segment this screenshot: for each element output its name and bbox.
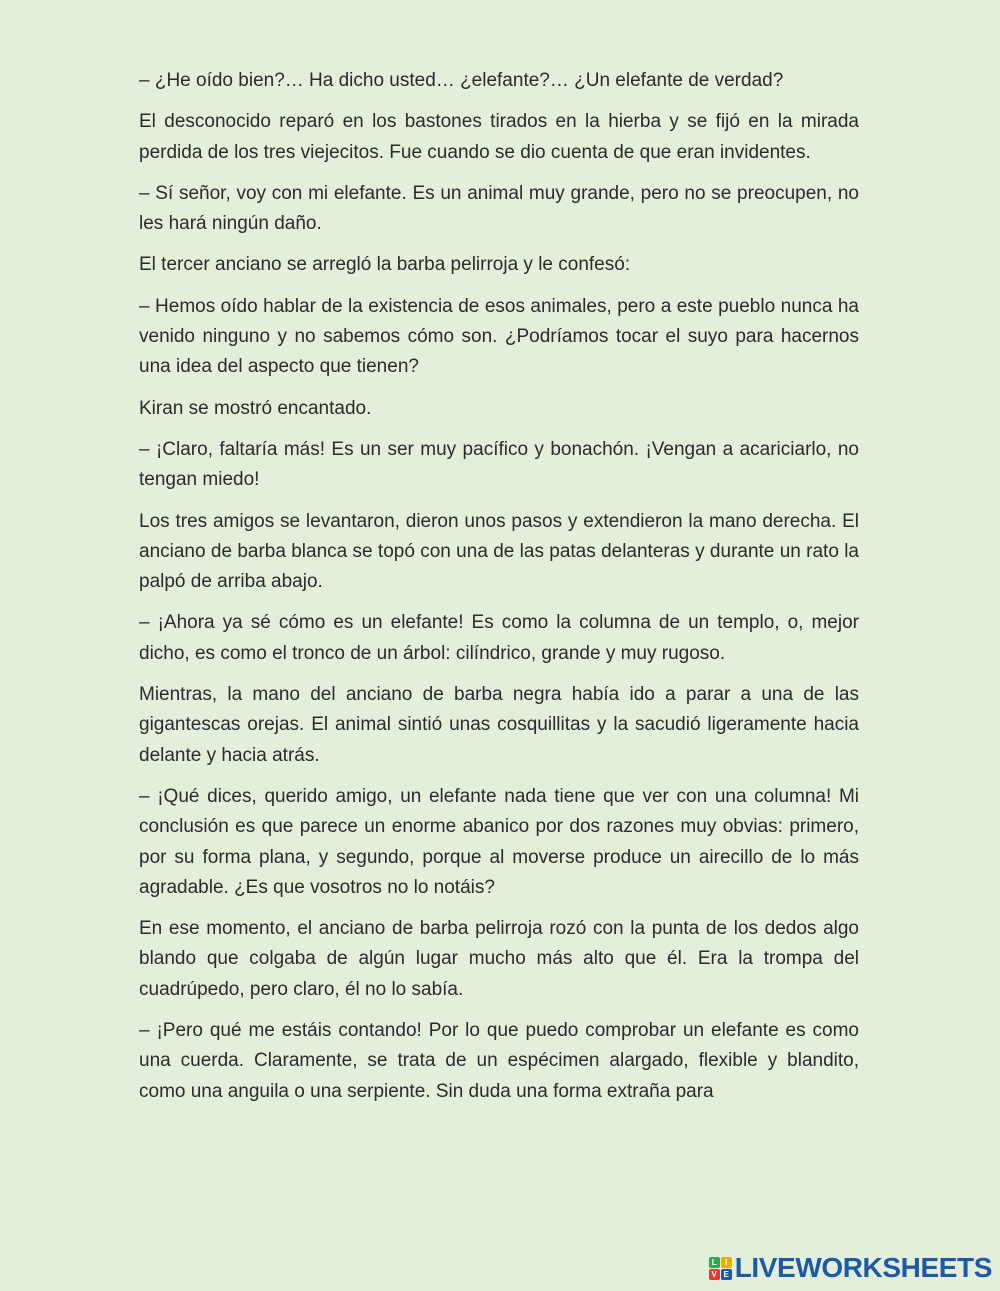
paragraph: Los tres amigos se levantaron, dieron unos pasos y extendieron la mano derecha. El anciano de barba blanca se topó con una de las patas delanteras y durante un rato la palpó de arriba abajo.: [139, 510, 859, 593]
paragraph: – Hemos oído hablar de la existencia de esos animales, pero a este pueblo nunca ha venido ninguno y no sabemos cómo son. ¿Podríamos tocar el suyo para hacernos una idea del aspecto que tienen?: [139, 295, 859, 378]
paragraph: – ¡Ahora ya sé cómo es un elefante! Es como la columna de un templo, o, mejor dicho, es como el tronco de un árbol: cilíndrico, grande y muy rugoso.: [139, 612, 859, 664]
logo-tile-i: I: [721, 1257, 732, 1268]
paragraph: – ¡Pero qué me estáis contando! Por lo que puedo comprobar un elefante es como una cuerda. Claramente, se trata de un espécimen alargado, flexible y blandito, como una anguila o una serpiente. Sin duda una forma extraña para: [139, 1020, 859, 1102]
paragraph: – ¡Claro, faltaría más! Es un ser muy pacífico y bonachón. ¡Vengan a acariciarlo, no tengan miedo!: [139, 438, 859, 491]
paragraph: En ese momento, el anciano de barba pelirroja rozó con la punta de los dedos algo blando que colgaba de algún lugar mucho más alto que él. Era la trompa del cuadrúpedo, pero claro, él no lo sabía.: [139, 918, 859, 1000]
paragraph: Kiran se mostró encantado.: [139, 397, 372, 419]
logo-tile-l: L: [709, 1257, 720, 1268]
logo-tile-v: V: [709, 1269, 720, 1280]
document-body: [139, 66, 859, 1118]
paragraph: – ¡Qué dices, querido amigo, un elefante nada tiene que ver con una columna! Mi conclusión es que parece un enorme abanico por dos razones muy obvias: primero, por su forma plana, y segundo, porque al moverse produce un airecillo de lo más agradable. ¿Es que vosotros no lo notáis?: [139, 785, 859, 898]
paragraph: El desconocido reparó en los bastones tirados en la hierba y se fijó en la mirada perdida de los tres viejecitos. Fue cuando se dio cuenta de que eran invidentes.: [139, 111, 859, 163]
liveworksheets-logo[interactable]: [709, 1251, 992, 1285]
paragraph: El tercer anciano se arregló la barba pelirroja y le confesó:: [139, 254, 631, 276]
logo-tile-e: E: [721, 1269, 732, 1280]
paragraph: – ¿He oído bien?… Ha dicho usted… ¿elefante?… ¿Un elefante de verdad?: [139, 70, 784, 91]
paragraph: Mientras, la mano del anciano de barba negra había ido a parar a una de las gigantescas orejas. El animal sintió unas cosquillitas y la sacudió ligeramente hacia delante y hacia atrás.: [139, 684, 859, 766]
liveworksheets-icon: [709, 1257, 732, 1280]
liveworksheets-wordmark: LIVEWORKSHEETS: [734, 1252, 992, 1283]
paragraph: – Sí señor, voy con mi elefante. Es un animal muy grande, pero no se preocupen, no les hará ningún daño.: [139, 182, 859, 235]
